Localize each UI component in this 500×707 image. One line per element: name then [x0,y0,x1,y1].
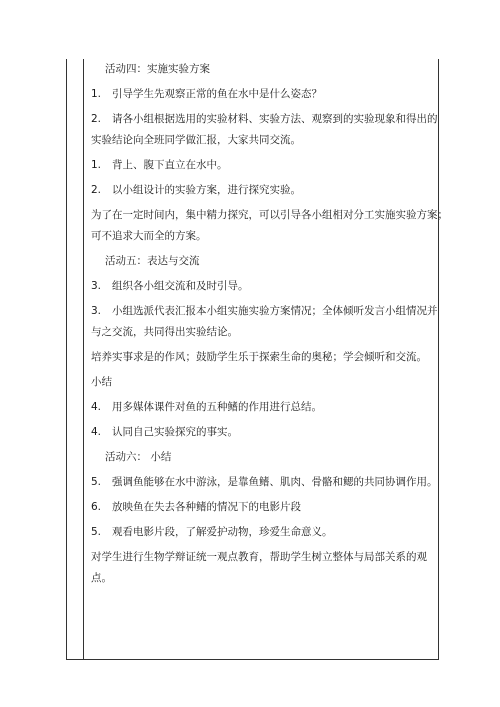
lesson-content [91,62,448,596]
list-item: 1. 背上、腹下直立在水中。 [91,159,228,171]
paragraph: 培养实事求是的作风；鼓励学生乐于探索生命的奥秘；学会倾听和交流。 [91,351,427,363]
list-item: 5. 观看电影片段，了解爱护动物，珍爱生命意义。 [91,526,333,538]
list-item: 2. 以小组设计的实验方案，进行探究实验。 [91,184,301,196]
summary-label: 小结 [91,376,112,388]
paragraph: 对学生进行生物学辩证统一观点教育，帮助学生树立整体与局部关系的观 [91,551,427,563]
list-item: 6. 放映鱼在失去各种鳍的情况下的电影片段 [91,501,301,513]
list-item: 1. 引导学生先观察正常的鱼在水中是什么姿态？ [91,88,322,100]
column-divider [83,59,84,659]
activity-6-heading: 活动六： 小结 [105,451,172,463]
paragraph-continuation: 点。 [91,572,112,584]
list-item: 4. 用多媒体课件对鱼的五种鳍的作用进行总结。 [91,401,322,413]
paragraph-continuation: 可不追求大而全的方案。 [91,230,207,242]
paragraph: 为了在一定时间内，集中精力探究，可以引导各小组相对分工实施实验方案； [91,209,448,221]
list-item-continuation: 实验结论向全班同学做汇报，大家共同交流。 [91,134,301,146]
list-item: 5. 强调鱼能够在水中游泳，是靠鱼鳍、肌肉、骨骼和鳃的共同协调作用。 [91,476,438,488]
list-item: 3. 组织各小组交流和及时引导。 [91,280,249,292]
activity-4-heading: 活动四：实施实验方案 [105,63,210,75]
list-item: 2. 请各小组根据选用的实验材料、实验方法、观察到的实验现象和得出的 [91,113,438,125]
list-item: 3. 小组选派代表汇报本小组实施实验方案情况；全体倾听发言小组情况并 [91,305,438,317]
activity-5-heading: 活动五：表达与交流 [105,255,200,267]
list-item: 4. 认同自己实验探究的事实。 [91,426,238,438]
list-item-continuation: 与之交流，共同得出实验结论。 [91,326,238,338]
